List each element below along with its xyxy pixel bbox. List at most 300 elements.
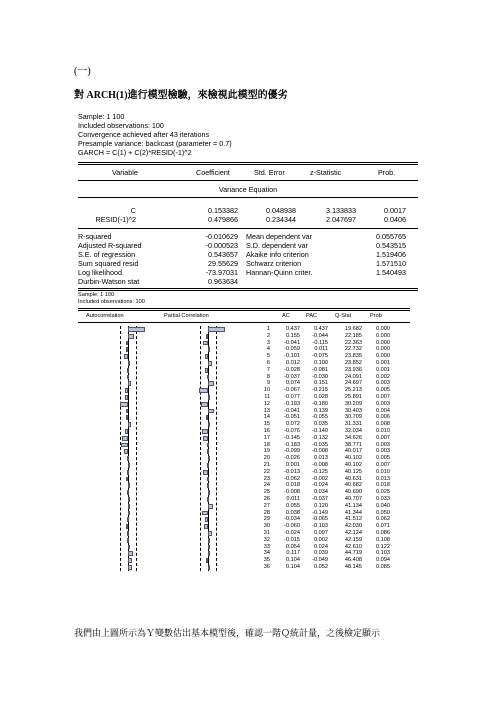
prob-value: 0.001	[376, 360, 390, 366]
cg-info-line: Included observations: 100	[78, 299, 145, 305]
col-autocorrelation: Autocorrelation	[86, 313, 124, 319]
pac-bar	[208, 347, 210, 352]
table-rule	[78, 310, 410, 311]
eq-info-line: Sample: 1 100	[78, 112, 125, 121]
pac-bar	[203, 470, 208, 475]
pac-value: -0.140	[312, 428, 328, 434]
ac-value: -0.051	[284, 414, 300, 421]
qstat-value: 40.682	[344, 482, 362, 489]
pac-value: -0.125	[312, 468, 328, 475]
pac-value: 0.052	[314, 564, 328, 570]
qstat-value: 42.030	[344, 523, 362, 530]
prob-value: 0.094	[376, 557, 390, 564]
lag-number: 22	[263, 468, 270, 475]
ac-bar	[128, 558, 132, 563]
stat-row	[78, 259, 418, 268]
coef-se: 0.234344	[266, 215, 296, 224]
pac-bar	[208, 456, 210, 461]
qstat-value: 25.891	[344, 394, 362, 400]
ac-bar	[121, 443, 128, 448]
ac-value: 0.055	[286, 502, 300, 509]
pac-bar	[207, 477, 209, 482]
prob-value: 0.000	[376, 339, 390, 346]
pac-bar	[204, 524, 208, 529]
prob-value: 0.007	[376, 394, 390, 400]
ac-bar	[128, 565, 132, 570]
ac-value: -0.013	[284, 468, 300, 475]
prob-value: 0.000	[376, 353, 390, 360]
coef-se: 0.048938	[266, 206, 296, 215]
ac-bar	[128, 504, 130, 509]
ac-bar	[128, 361, 130, 366]
eq-info-line: Included observations: 100	[78, 121, 164, 130]
pac-bar	[202, 429, 208, 434]
ac-value: 0.072	[286, 421, 300, 428]
qstat-value: 40.690	[344, 489, 362, 496]
lag-number: 5	[266, 353, 270, 360]
lag-number: 36	[263, 564, 270, 570]
coef-prob: 0.0406	[384, 215, 406, 224]
stat-value-right: 1.571510	[376, 259, 406, 268]
prob-value: 0.002	[376, 373, 390, 380]
ac-bar	[128, 334, 134, 339]
lag-number: 1	[266, 326, 270, 332]
ac-value: 0.437	[286, 326, 300, 332]
ac-bar	[125, 395, 128, 400]
ac-value: 0.011	[286, 496, 300, 502]
qstat-value: 31.331	[344, 421, 362, 428]
prob-value: 0.003	[376, 441, 390, 448]
lag-number: 27	[263, 502, 270, 509]
ac-value: 0.054	[286, 543, 300, 550]
pac-value: 0.437	[314, 326, 328, 332]
pac-value: -0.008	[312, 448, 328, 455]
pac-value: -0.180	[312, 400, 328, 407]
qstat-value: 32.034	[344, 428, 362, 434]
col-prob: Prob	[370, 313, 382, 319]
coef-z: 2.047697	[326, 215, 356, 224]
ac-bar	[120, 402, 128, 407]
coef-row	[78, 215, 418, 224]
pac-value: 0.100	[314, 360, 328, 366]
pac-bar	[203, 436, 208, 441]
col-partial-correlation: Partial Correlation	[164, 313, 209, 319]
ac-value: 0.104	[286, 557, 300, 564]
eq-info-line: GARCH = C(1) + C(2)*RESID(-1)^2	[78, 148, 192, 157]
stat-label-right: Mean dependent var	[246, 232, 312, 241]
qstat-value: 40.125	[344, 468, 362, 475]
lag-number: 31	[263, 530, 270, 536]
pac-value: -0.215	[312, 387, 328, 394]
qstat-value: 24.091	[344, 373, 362, 380]
stat-row	[78, 250, 418, 259]
pac-value: 0.024	[314, 543, 328, 550]
ac-bar	[126, 347, 128, 352]
prob-value: 0.006	[376, 414, 390, 421]
col-std-error: Std. Error	[254, 168, 285, 177]
ac-value: 0.117	[286, 550, 300, 557]
pac-bar	[208, 551, 210, 556]
pac-value: 0.097	[314, 530, 328, 536]
col-coefficient: Coefficient	[196, 168, 230, 177]
qstat-value: 41.512	[344, 516, 362, 523]
pac-bar	[201, 402, 208, 407]
pac-bar	[208, 565, 210, 570]
ac-bar	[127, 456, 129, 461]
ac-value: -0.059	[284, 346, 300, 353]
eq-section-title	[78, 185, 418, 194]
eq-info-line: Presample variance: backcast (parameter = 0.7)	[78, 139, 232, 148]
coef-variable: RESID(-1)^2	[95, 215, 136, 224]
ac-bar	[127, 368, 129, 373]
ac-bar	[126, 409, 128, 414]
table-rule	[78, 197, 418, 198]
ac-value: -0.008	[284, 489, 300, 496]
ac-value: -0.099	[284, 448, 300, 455]
lag-number: 34	[263, 550, 270, 557]
pac-value: -0.149	[312, 509, 328, 516]
prob-value: 0.000	[376, 332, 390, 339]
stat-value: 29.55629	[208, 259, 238, 268]
bottom-text: 我們由上圖所示為Ｙ變數估出基本模型後，確認一階Ｑ統計量，之後檢定顯示	[74, 628, 381, 638]
qstat-value: 30.209	[344, 400, 362, 407]
lag-number: 11	[264, 394, 270, 400]
ac-value: -0.034	[284, 516, 300, 523]
pac-value: -0.008	[312, 462, 328, 468]
ac-value: 0.104	[286, 564, 300, 570]
pac-value: -0.037	[312, 496, 328, 502]
ac-bar	[128, 422, 131, 427]
ac-bar	[126, 341, 128, 346]
col-qstat: Q-Stat	[335, 313, 352, 319]
prob-value: 0.062	[376, 516, 390, 523]
stat-value: 0.963634	[208, 277, 238, 286]
prob-value: 0.013	[376, 475, 390, 482]
ac-bar	[128, 511, 130, 516]
table-rule	[78, 162, 418, 163]
pac-bar	[208, 361, 212, 366]
lag-number: 21	[263, 462, 270, 468]
cg-header-row	[78, 313, 410, 320]
stat-label-right: Hannan-Quinn criter.	[246, 268, 313, 277]
lag-number: 24	[263, 482, 270, 489]
ac-value: -0.024	[284, 530, 300, 536]
qstat-value: 22.732	[344, 346, 362, 353]
stat-label-right: Schwarz criterion	[246, 259, 302, 268]
pac-value: 0.011	[314, 346, 328, 353]
pac-bar	[207, 375, 209, 380]
pac-bar	[208, 381, 214, 386]
stat-label-right: S.D. dependent var	[246, 241, 308, 250]
prob-value: 0.040	[376, 502, 390, 509]
pac-value: 0.035	[314, 421, 328, 428]
pac-value: -0.044	[312, 332, 328, 339]
col-z: z-Statistic	[310, 168, 342, 177]
col-pac: PAC	[306, 313, 318, 319]
pac-value: 0.120	[314, 502, 328, 509]
prob-value: 0.001	[376, 366, 390, 373]
stat-label: Log likelihood	[78, 268, 122, 277]
ac-value: 0.038	[286, 509, 300, 516]
pac-bar	[208, 504, 213, 509]
table-rule	[78, 228, 418, 229]
pac-bar	[208, 545, 210, 550]
lag-number: 32	[263, 536, 270, 543]
stat-value: -0.000523	[205, 241, 238, 250]
ac-value: -0.145	[284, 434, 300, 441]
qstat-value: 19.682	[344, 326, 362, 332]
lag-number: 7	[266, 366, 270, 373]
lag-number: 16	[263, 428, 270, 434]
stat-label: R-squared	[78, 232, 112, 241]
ac-bar	[128, 551, 133, 556]
coef-variable: C	[130, 206, 136, 215]
prob-value: 0.007	[376, 434, 390, 441]
ac-value: -0.077	[284, 394, 300, 400]
pac-bar	[202, 511, 208, 516]
pac-bar	[207, 497, 209, 502]
prob-value: 0.010	[376, 468, 390, 475]
ac-value: 0.001	[286, 462, 300, 468]
pac-value: -0.049	[312, 557, 328, 564]
stat-value-right: 0.055765	[376, 232, 406, 241]
prob-value: 0.000	[376, 346, 390, 353]
qstat-value: 23.852	[344, 360, 362, 366]
pac-value: -0.030	[312, 373, 328, 380]
ac-value: -0.041	[284, 407, 300, 414]
lag-number: 26	[263, 496, 270, 502]
pac-value: -0.024	[312, 482, 328, 489]
ac-value: 0.074	[286, 380, 300, 387]
col-prob: Prob.	[378, 168, 396, 177]
stat-label: Durbin-Watson stat	[78, 277, 140, 286]
prob-value: 0.007	[376, 462, 390, 468]
stat-row	[78, 241, 418, 250]
qstat-value: 42.159	[344, 536, 362, 543]
prob-value: 0.005	[376, 387, 390, 394]
stat-value: 0.543657	[208, 250, 238, 259]
lag-number: 12	[263, 400, 270, 407]
stat-value: -0.010629	[205, 232, 238, 241]
lag-number: 23	[263, 475, 270, 482]
heading: 對 ARCH(1)進行模型檢驗，來檢視此模型的優劣	[74, 90, 288, 101]
ac-bar	[126, 415, 128, 420]
coef-value: 0.153382	[208, 206, 238, 215]
pac-value: 0.013	[314, 455, 328, 462]
stat-row	[78, 232, 418, 241]
ac-bar	[127, 470, 129, 475]
ac-value: -0.028	[284, 366, 300, 373]
lag-number: 20	[263, 455, 270, 462]
qstat-value: 42.124	[344, 530, 362, 536]
pac-bar	[207, 463, 209, 468]
eq-info-line: Convergence achieved after 43 iterations	[78, 130, 210, 139]
pac-bar	[208, 409, 214, 414]
qstat-value: 30.403	[344, 407, 362, 414]
prob-value: 0.086	[376, 530, 390, 536]
qstat-value: 23.835	[344, 353, 362, 360]
qstat-value: 41.134	[344, 502, 362, 509]
ac-value: -0.060	[284, 523, 300, 530]
pac-bar	[207, 449, 209, 454]
ac-bar	[126, 477, 128, 482]
pac-value: -0.115	[312, 339, 328, 346]
prob-value: 0.085	[376, 564, 390, 570]
ac-bar	[122, 436, 128, 441]
pac-bar	[208, 422, 210, 427]
ac-value: -0.062	[284, 475, 300, 482]
pac-bar	[208, 327, 225, 332]
pac-bar	[206, 334, 208, 339]
ac-bar	[124, 354, 128, 359]
qstat-value: 38.771	[344, 441, 362, 448]
pac-bar	[206, 415, 208, 420]
lag-number: 6	[266, 360, 270, 366]
ac-bar	[126, 524, 128, 529]
ac-bar	[128, 463, 130, 468]
stat-row	[78, 277, 418, 286]
qstat-value: 46.408	[344, 557, 362, 564]
ac-bar	[128, 327, 145, 332]
qstat-value: 40.707	[344, 496, 362, 502]
pac-value: -0.035	[312, 441, 328, 448]
coef-prob: 0.0017	[384, 206, 406, 215]
lag-number: 29	[263, 516, 270, 523]
pac-value: 0.002	[314, 536, 328, 543]
qstat-value: 40.017	[344, 448, 362, 455]
prob-value: 0.003	[376, 448, 390, 455]
eq-header-row	[78, 168, 418, 177]
ac-bar	[127, 531, 129, 536]
pac-bar	[207, 483, 209, 488]
prob-value: 0.008	[376, 421, 390, 428]
qstat-value: 23.936	[344, 366, 362, 373]
ac-value: -0.037	[284, 373, 300, 380]
prob-value: 0.050	[376, 509, 390, 516]
stat-label: Sum squared resid	[78, 259, 139, 268]
qstat-value: 40.102	[344, 462, 362, 468]
coef-value: 0.479866	[208, 215, 238, 224]
section-label: (一)	[74, 66, 91, 77]
qstat-value: 40.102	[344, 455, 362, 462]
prob-value: 0.005	[376, 455, 390, 462]
cg-info-line: Sample: 1 100	[78, 292, 115, 298]
lag-number: 14	[263, 414, 270, 421]
table-rule	[78, 288, 418, 289]
pac-bar	[208, 490, 210, 495]
ac-bar	[127, 538, 129, 543]
ac-value: -0.041	[284, 339, 300, 346]
stat-value-right: 1.540493	[376, 268, 406, 277]
prob-value: 0.033	[376, 496, 390, 502]
pac-value: -0.081	[312, 366, 328, 373]
table-rule	[78, 180, 418, 181]
ac-bar	[127, 517, 129, 522]
ac-value: -0.101	[284, 353, 300, 360]
pac-value: -0.065	[312, 516, 328, 523]
col-ac: AC	[282, 313, 290, 319]
lag-number: 4	[266, 346, 270, 353]
prob-value: 0.103	[376, 550, 390, 557]
prob-value: 0.003	[376, 380, 390, 387]
qstat-value: 22.363	[344, 339, 362, 346]
pac-value: -0.002	[312, 475, 328, 482]
pac-bar	[208, 531, 212, 536]
table-rule	[78, 322, 410, 323]
stat-row	[78, 268, 418, 277]
ac-value: -0.183	[284, 441, 300, 448]
ac-bar	[125, 388, 128, 393]
pac-bar	[208, 538, 210, 543]
lag-number: 8	[266, 373, 270, 380]
prob-value: 0.108	[376, 536, 390, 543]
coef-row	[78, 206, 418, 215]
lag-number: 33	[263, 543, 270, 550]
ac-value: -0.193	[284, 400, 300, 407]
pac-value: -0.075	[312, 353, 328, 360]
table-rule	[78, 164, 418, 165]
prob-value: 0.000	[376, 326, 390, 332]
pac-bar	[205, 517, 208, 522]
lag-number: 30	[263, 523, 270, 530]
variance-equation-label: Variance Equation	[218, 185, 278, 194]
ac-value: 0.155	[286, 332, 300, 339]
prob-value: 0.018	[376, 482, 390, 489]
lag-number: 13	[263, 407, 270, 414]
lag-number: 25	[263, 489, 270, 496]
ac-value: 0.012	[286, 360, 300, 366]
prob-value: 0.010	[376, 428, 390, 434]
pac-value: 0.151	[314, 380, 328, 387]
equation-output	[78, 112, 418, 286]
ac-value: -0.026	[284, 455, 300, 462]
pac-value: 0.139	[314, 407, 328, 414]
pac-value: 0.028	[314, 394, 328, 400]
lag-number: 3	[266, 339, 270, 346]
lag-number: 17	[263, 434, 270, 441]
prob-value: 0.003	[376, 400, 390, 407]
ac-value: -0.067	[284, 387, 300, 394]
pac-value: 0.034	[314, 489, 328, 496]
pac-bar	[205, 368, 208, 373]
ac-value: -0.015	[284, 536, 300, 543]
prob-value: 0.122	[376, 543, 390, 550]
pac-bar	[207, 443, 209, 448]
ac-bar	[125, 429, 128, 434]
ac-bar	[127, 375, 129, 380]
qstat-value: 42.610	[344, 543, 362, 550]
prob-value: 0.025	[376, 489, 390, 496]
pac-value: -0.132	[312, 434, 328, 441]
stat-value: -73.97031	[205, 268, 238, 277]
table-rule	[78, 290, 418, 291]
lag-number: 9	[266, 380, 270, 387]
ac-value: 0.018	[286, 482, 300, 489]
ac-bar	[127, 490, 129, 495]
lag-number: 35	[263, 557, 270, 564]
ac-bar	[128, 545, 130, 550]
stat-label: Adjusted R-squared	[78, 241, 142, 250]
qstat-value: 41.344	[344, 509, 362, 516]
prob-value: 0.004	[376, 407, 390, 414]
lag-number: 18	[263, 441, 270, 448]
ac-value: -0.076	[284, 428, 300, 434]
ac-bar	[124, 449, 128, 454]
stat-label: S.E. of regression	[78, 250, 136, 259]
lag-number: 15	[263, 421, 270, 428]
pac-value: -0.055	[312, 414, 328, 421]
stat-value-right: 1.519406	[376, 250, 406, 259]
